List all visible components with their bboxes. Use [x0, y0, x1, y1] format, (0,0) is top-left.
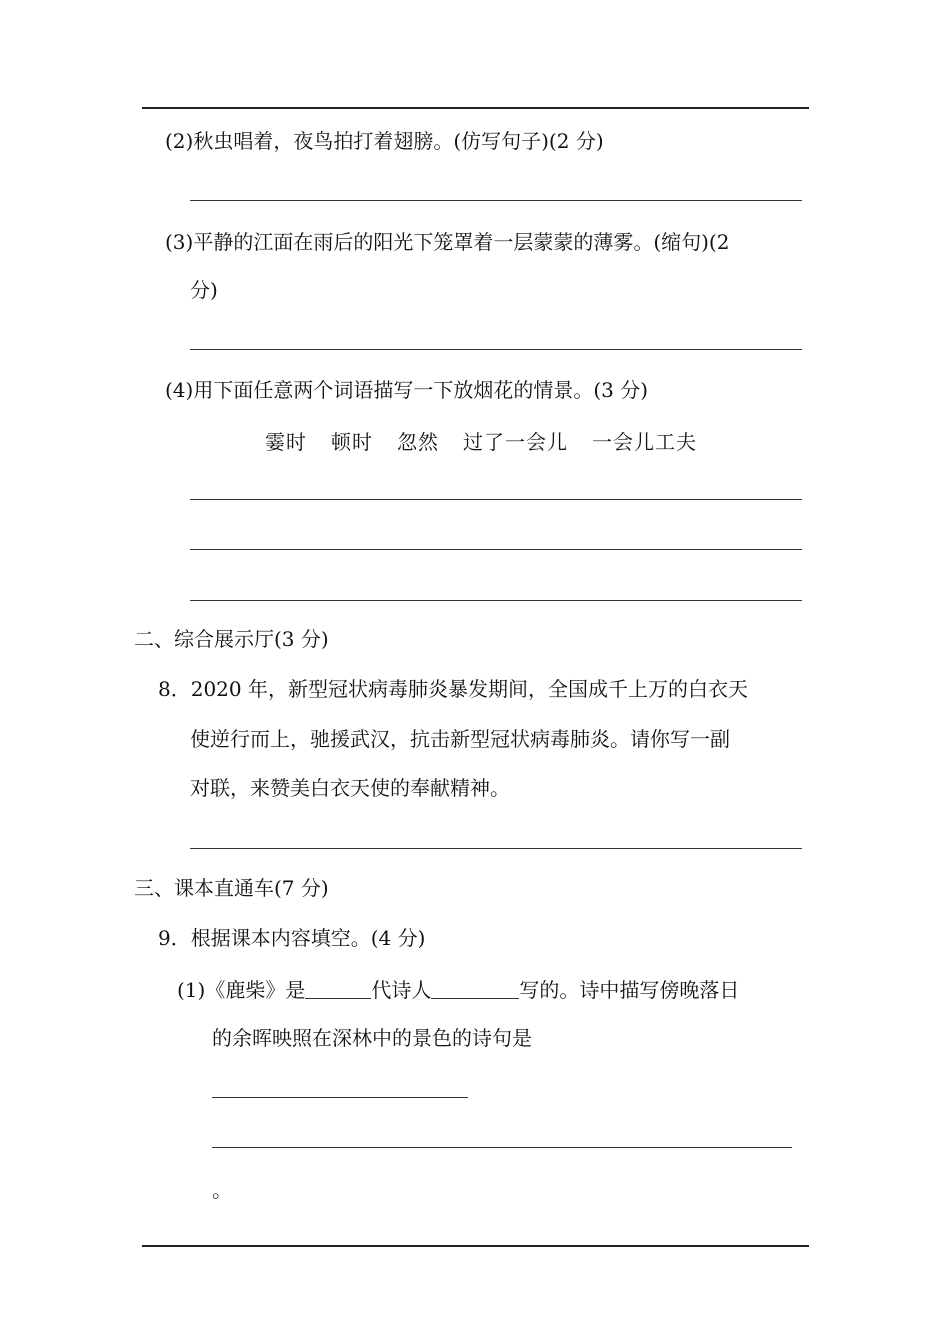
bottom-rule: [142, 1245, 809, 1247]
item1-text-c: 写的。诗中描写傍晚落日: [519, 978, 740, 1002]
item1-text-a: (1)《鹿柴》是: [177, 978, 306, 1002]
q8-line3: 对联，来赞美白衣天使的奉献精神。: [190, 776, 510, 800]
answer-line[interactable]: [212, 1147, 792, 1148]
answer-line[interactable]: [190, 600, 802, 601]
item1-text-b: 代诗人: [371, 978, 432, 1002]
answer-line[interactable]: [190, 549, 802, 550]
answer-line[interactable]: [190, 848, 802, 849]
section3-heading: 三、课本直通车(7 分): [134, 876, 329, 900]
q8-line2: 使逆行而上，驰援武汉，抗击新型冠状病毒肺炎。请你写一副: [190, 727, 730, 751]
q8-line1: 8．2020 年，新型冠状病毒肺炎暴发期间，全国成千上万的白衣天: [158, 677, 748, 701]
word-bank: [265, 428, 697, 456]
q9-item1-line2: 的余晖映照在深林中的景色的诗句是: [212, 1026, 532, 1050]
answer-line[interactable]: [190, 349, 802, 350]
top-rule: [142, 107, 809, 109]
blank-poet[interactable]: [431, 976, 519, 999]
end-mark: 。: [212, 1178, 232, 1202]
word: 霎时: [265, 430, 307, 454]
blank-dynasty[interactable]: [305, 976, 371, 999]
answer-line[interactable]: [190, 499, 802, 500]
q7-item4: (4)用下面任意两个词语描写一下放烟花的情景。(3 分): [165, 378, 649, 402]
answer-line[interactable]: [190, 200, 802, 201]
q7-item3-line2: 分): [190, 278, 218, 302]
q7-item2: (2)秋虫唱着，夜鸟拍打着翅膀。(仿写句子)(2 分): [165, 129, 604, 153]
word: 过了一会儿: [463, 430, 568, 454]
word: 忽然: [397, 430, 439, 454]
q7-item3-line1: (3)平静的江面在雨后的阳光下笼罩着一层蒙蒙的薄雾。(缩句)(2: [165, 230, 730, 254]
answer-line-short[interactable]: [212, 1097, 468, 1098]
q9-item1-line1: [177, 976, 739, 1004]
section2-heading: 二、综合展示厅(3 分): [134, 627, 329, 651]
q9: 9．根据课本内容填空。(4 分): [158, 926, 426, 950]
word: 一会儿工夫: [592, 430, 697, 454]
word: 顿时: [331, 430, 373, 454]
